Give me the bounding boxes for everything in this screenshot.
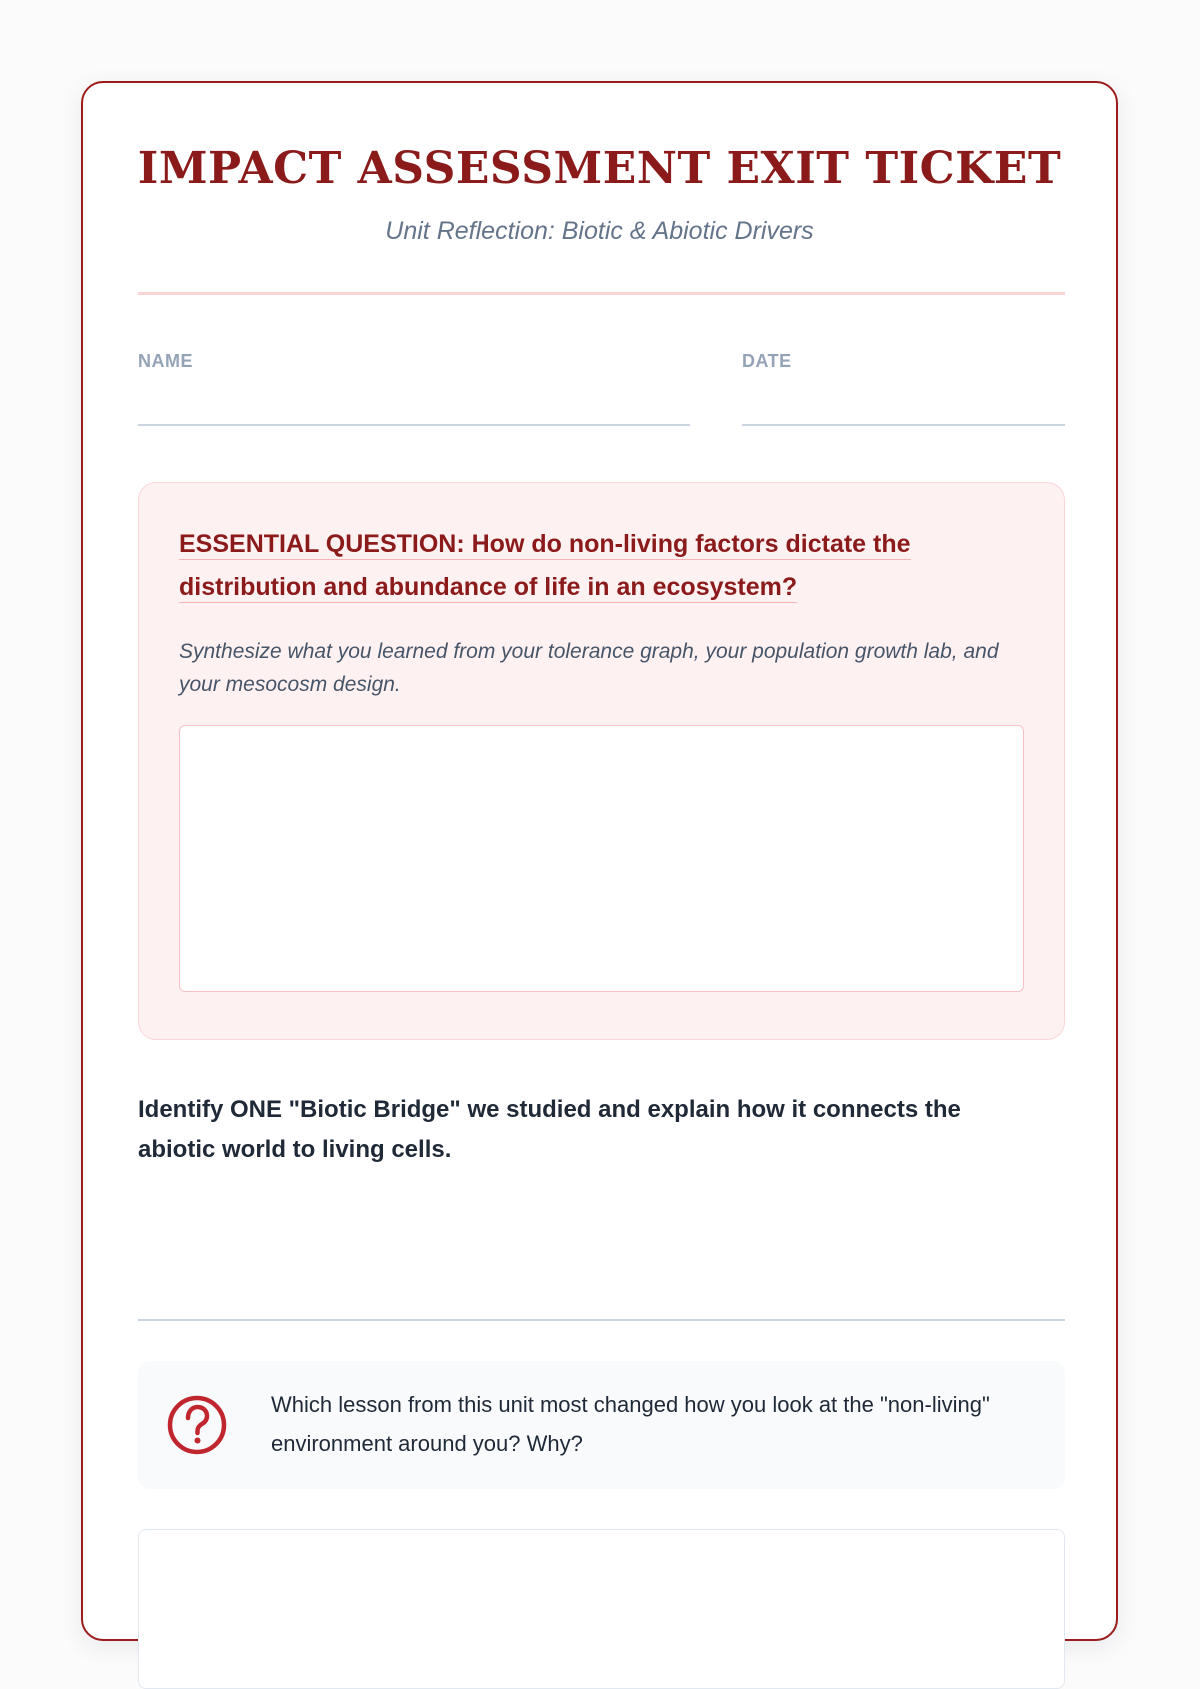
essential-question-heading	[179, 523, 939, 609]
reflection-callout	[138, 1361, 1065, 1489]
page-title: IMPACT ASSESSMENT EXIT TICKET	[137, 143, 1062, 194]
essential-question-text: ESSENTIAL QUESTION: How do non-living factors dictate the distribution and abundance of life in an ecosystem?	[179, 530, 911, 601]
biotic-bridge-answer-line[interactable]	[138, 1319, 1065, 1321]
date-label: DATE	[742, 351, 792, 371]
biotic-bridge-prompt: Identify ONE "Biotic Bridge" we studied and explain how it connects the abiotic world to living cells.	[138, 1096, 961, 1163]
essential-question-box	[138, 482, 1065, 1040]
name-label: NAME	[138, 351, 193, 371]
page-subtitle: Unit Reflection: Biotic & Abiotic Drivers	[385, 217, 814, 245]
title-divider	[138, 292, 1065, 295]
reflection-answer-box[interactable]	[138, 1529, 1065, 1689]
question-circle-icon	[166, 1394, 228, 1456]
essential-question-answer-box[interactable]	[179, 725, 1024, 992]
essential-question-hint: Synthesize what you learned from your tolerance graph, your population growth lab, and your mesocosm design.	[179, 640, 999, 696]
exit-ticket-card	[81, 81, 1118, 1641]
name-field[interactable]	[138, 424, 690, 426]
date-field[interactable]	[742, 424, 1065, 426]
reflection-prompt: Which lesson from this unit most changed how you look at the "non-living" environment around you? Why?	[271, 1392, 990, 1456]
